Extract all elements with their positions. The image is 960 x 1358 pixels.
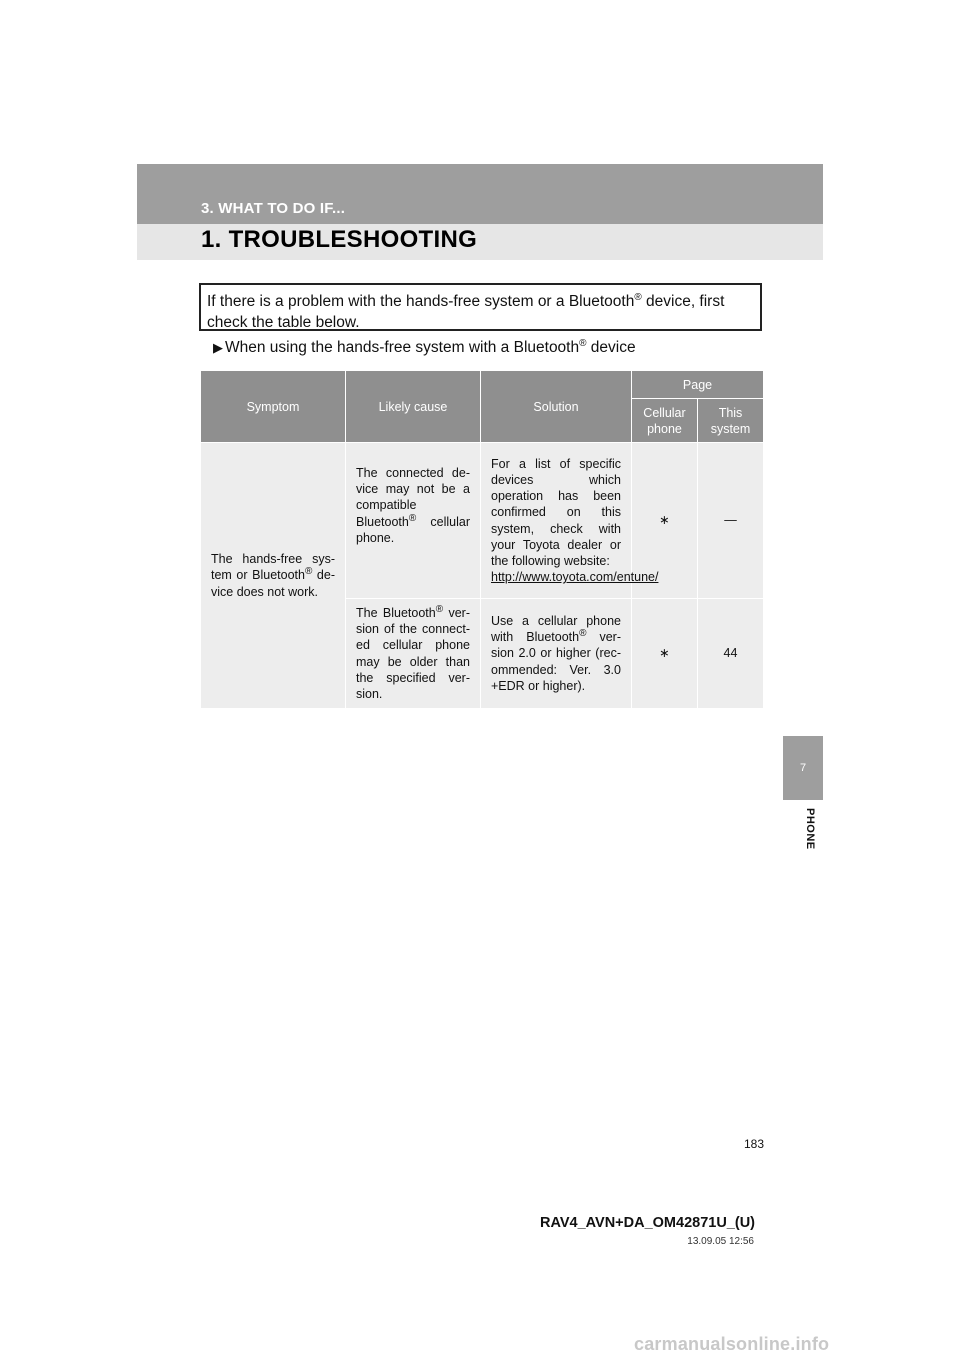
- header-solution: Solution: [481, 371, 632, 443]
- header-likely-cause: Likely cause: [346, 371, 481, 443]
- solution-cell: [481, 443, 659, 599]
- table-row: [201, 443, 764, 599]
- solution-text: Use a cellular phone with Bluetooth: [491, 613, 621, 645]
- registered-mark: ®: [579, 337, 587, 349]
- system-page-cell: —: [698, 443, 764, 599]
- intro-text: If there is a problem with the hands-free system or a Bluetooth: [207, 293, 635, 310]
- document-timestamp: 13.09.05 12:56: [687, 1236, 754, 1247]
- registered-mark: ®: [408, 512, 417, 524]
- cause-text: The connected de-vice may not be a compatible Bluetooth: [356, 465, 470, 529]
- cellular-page-cell: ∗: [632, 443, 698, 599]
- intro-note-box: [199, 283, 762, 331]
- solution-text: For a list of specific devices which operation has been confirmed on this system, check with your Toyota dealer or the following website:: [491, 456, 621, 568]
- symptom-text: The hands-free sys-tem or Bluetooth: [211, 552, 335, 583]
- symptom-text-end: de-vice does not work.: [211, 568, 336, 599]
- chapter-tab[interactable]: [783, 736, 823, 800]
- sub-heading-text: When using the hands-free system with a Bluetooth: [225, 339, 580, 356]
- section-label: 3. WHAT TO DO IF...: [201, 200, 346, 217]
- header-this-system: This system: [698, 399, 764, 443]
- header-symptom: Symptom: [201, 371, 346, 443]
- registered-mark: ®: [435, 603, 444, 615]
- registered-mark: ®: [579, 628, 587, 640]
- intro-text-end: device, first check the table below.: [207, 293, 725, 331]
- document-code: RAV4_AVN+DA_OM42871U_(U): [539, 1215, 755, 1231]
- troubleshooting-table: [200, 370, 764, 709]
- chapter-label: PHONE: [804, 808, 816, 850]
- header-page: Page: [632, 371, 764, 399]
- registered-mark: ®: [634, 291, 642, 303]
- cause-text: The Bluetooth: [356, 605, 436, 620]
- system-page-cell: 44: [698, 599, 764, 709]
- registered-mark: ®: [304, 566, 313, 578]
- symptom-cell: [201, 443, 346, 709]
- header-cellular-phone: Cellular phone: [632, 399, 698, 443]
- chapter-number: 7: [799, 762, 807, 774]
- cellular-page-cell: ∗: [632, 599, 698, 709]
- cause-text-end: cellular phone.: [356, 514, 470, 545]
- triangle-bullet-icon: ▶: [213, 340, 223, 355]
- page-number: 183: [743, 1137, 764, 1151]
- cause-text-end: ver-sion of the connect-ed cellular phone may be older than the specified ver-sion.: [356, 605, 470, 701]
- sub-heading: [213, 339, 636, 357]
- website-link[interactable]: http://www.toyota.com/entune/: [491, 570, 659, 585]
- solution-text-end: ver-sion 2.0 or higher (rec-ommended: Ver. 3.0 +EDR or higher).: [491, 630, 621, 693]
- cause-cell: [346, 443, 481, 599]
- watermark: carmanualsonline.info: [634, 1334, 830, 1354]
- sub-heading-text-end: device: [586, 339, 636, 356]
- cause-cell: [346, 599, 481, 709]
- page-title: 1. TROUBLESHOOTING: [201, 226, 478, 253]
- solution-cell: [481, 599, 632, 709]
